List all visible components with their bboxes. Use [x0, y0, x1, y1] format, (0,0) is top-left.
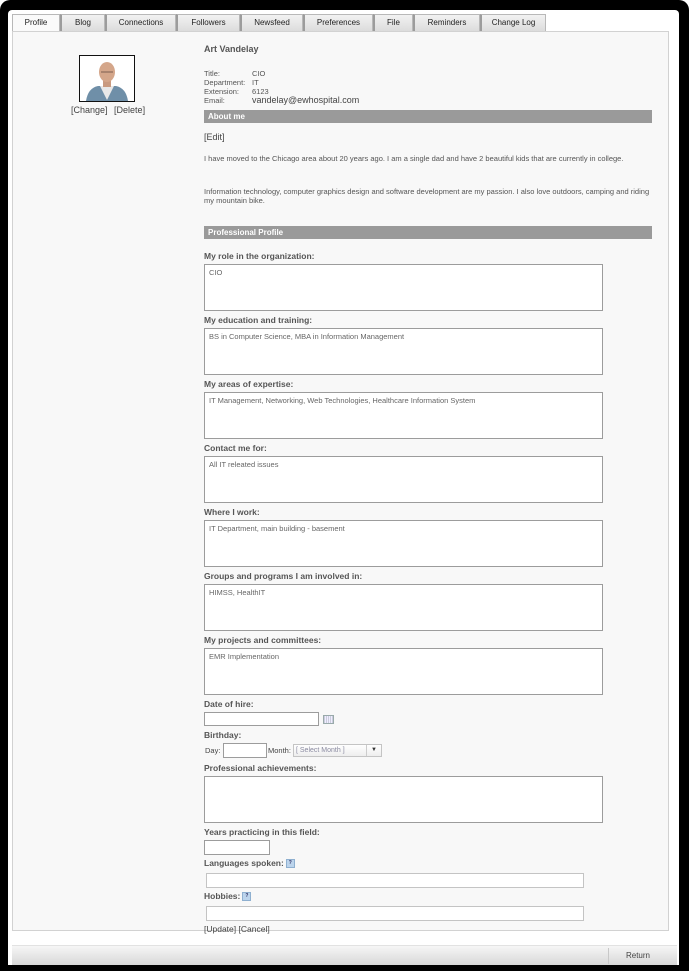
- expertise-label: My areas of expertise:: [204, 379, 294, 389]
- languages-label-text: Languages spoken:: [204, 858, 284, 868]
- tab-profile[interactable]: Profile: [12, 14, 60, 32]
- email-value: vandelay@ewhospital.com: [252, 95, 360, 105]
- about-me-header: About me: [204, 110, 652, 123]
- contact-for-textarea[interactable]: All IT releated issues: [204, 456, 603, 503]
- groups-label: Groups and programs I am involved in:: [204, 571, 363, 581]
- extension-value: 6123: [252, 87, 269, 96]
- help-icon[interactable]: ?: [286, 859, 295, 868]
- tab-file[interactable]: File: [373, 14, 413, 31]
- tab-reminders[interactable]: Reminders: [413, 14, 480, 31]
- profile-name: Art Vandelay: [204, 44, 259, 54]
- month-label: Month:: [268, 746, 291, 755]
- contact-for-label: Contact me for:: [204, 443, 267, 453]
- update-button[interactable]: [Update]: [204, 924, 237, 934]
- birthday-day-input[interactable]: [223, 743, 267, 758]
- form-actions: [204, 924, 270, 934]
- hobbies-input[interactable]: [206, 906, 584, 921]
- languages-label: [204, 858, 295, 868]
- achievements-textarea[interactable]: [204, 776, 603, 823]
- tab-followers[interactable]: Followers: [176, 14, 240, 31]
- education-textarea[interactable]: BS in Computer Science, MBA in Information Management: [204, 328, 603, 375]
- delete-photo-link[interactable]: [Delete]: [114, 105, 146, 115]
- role-textarea[interactable]: CIO: [204, 264, 603, 311]
- groups-textarea[interactable]: HIMSS, HealthIT: [204, 584, 603, 631]
- edit-about-link[interactable]: [Edit]: [204, 132, 225, 142]
- avatar: [79, 55, 135, 102]
- years-practicing-input[interactable]: [204, 840, 270, 855]
- title-label: Title:: [204, 69, 220, 78]
- day-label: Day:: [205, 746, 221, 755]
- professional-profile-header: Professional Profile: [204, 226, 652, 239]
- where-i-work-label: Where I work:: [204, 507, 260, 517]
- dropdown-arrow-icon: ▼: [366, 745, 381, 756]
- where-i-work-textarea[interactable]: IT Department, main building - basement: [204, 520, 603, 567]
- tab-bar: [12, 14, 546, 32]
- person-photo-icon: [80, 56, 134, 101]
- return-button[interactable]: Return: [608, 948, 667, 964]
- achievements-label: Professional achievements:: [204, 763, 317, 773]
- help-icon[interactable]: ?: [242, 892, 251, 901]
- birthday-month-select[interactable]: [293, 744, 382, 757]
- department-label: Department:: [204, 78, 246, 87]
- photo-actions: [71, 105, 149, 115]
- about-paragraph-2: Information technology, computer graphics design and software development are my passion. I also love outdoors, camping and riding my mountain bike.: [204, 187, 650, 205]
- about-paragraph-1: I have moved to the Chicago area about 20 years ago. I am a single dad and have 2 beautiful kids that are currently in college.: [204, 154, 624, 163]
- birthday-label: Birthday:: [204, 730, 242, 740]
- date-of-hire-label: Date of hire:: [204, 699, 254, 709]
- title-value: CIO: [252, 69, 266, 78]
- education-label: My education and training:: [204, 315, 313, 325]
- years-practicing-label: Years practicing in this field:: [204, 827, 320, 837]
- languages-input[interactable]: [206, 873, 584, 888]
- tab-newsfeed[interactable]: Newsfeed: [240, 14, 303, 31]
- projects-label: My projects and committees:: [204, 635, 322, 645]
- tab-connections[interactable]: Connections: [105, 14, 176, 31]
- projects-textarea[interactable]: EMR Implementation: [204, 648, 603, 695]
- profile-info: [204, 69, 359, 105]
- tab-blog[interactable]: Blog: [60, 14, 105, 31]
- change-photo-link[interactable]: [Change]: [71, 105, 108, 115]
- email-label: Email:: [204, 96, 225, 105]
- tab-change-log[interactable]: Change Log: [480, 14, 546, 31]
- profile-panel: [12, 31, 669, 934]
- tab-preferences[interactable]: Preferences: [303, 14, 373, 31]
- calendar-icon[interactable]: [323, 715, 334, 724]
- cancel-button[interactable]: [Cancel]: [238, 924, 270, 934]
- extension-label: Extension:: [204, 87, 240, 96]
- hobbies-label-text: Hobbies:: [204, 891, 241, 901]
- hobbies-label: [204, 891, 251, 901]
- month-selected-value: [ Select Month ]: [296, 747, 345, 754]
- expertise-textarea[interactable]: IT Management, Networking, Web Technologies, Healthcare Information System: [204, 392, 603, 439]
- role-label: My role in the organization:: [204, 251, 315, 261]
- footer-bar: [12, 945, 677, 965]
- date-of-hire-input[interactable]: [204, 712, 319, 726]
- department-value: IT: [252, 78, 259, 87]
- profile-window: [8, 10, 679, 965]
